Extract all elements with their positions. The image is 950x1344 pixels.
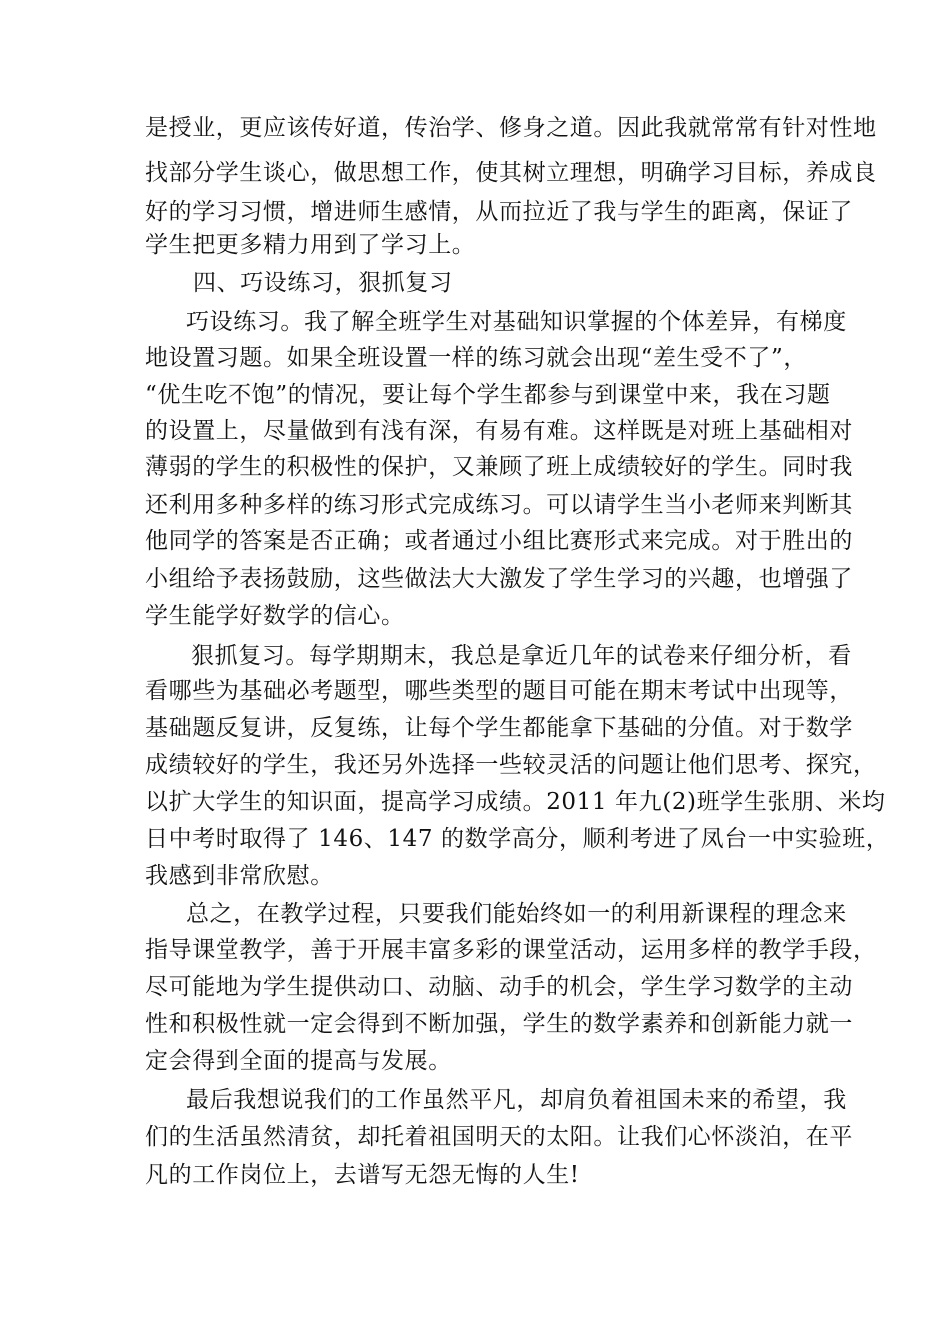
body-text-line: 学生把更多精力用到了学习上。	[145, 232, 476, 258]
body-text-line: 尽可能地为学生提供动口、动脑、动手的机会，学生学习数学的主动	[145, 974, 853, 1000]
body-text-line: 他同学的答案是否正确；或者通过小组比赛形式来完成。对于胜出的	[145, 528, 853, 554]
body-text-line: 的设置上，尽量做到有浅有深，有易有难。这样既是对班上基础相对	[145, 418, 853, 444]
body-text-line: 是授业，更应该传好道，传治学、修身之道。因此我就常常有针对性地	[145, 115, 877, 141]
body-text-line: “优生吃不饱”的情况，要让每个学生都参与到课堂中来，我在习题	[145, 382, 831, 408]
body-text-line: 以扩大学生的知识面，提高学习成绩。2011 年九(2)班学生张朋、米均	[145, 789, 886, 815]
body-text-line: 定会得到全面的提高与发展。	[145, 1048, 452, 1074]
body-text-line: 薄弱的学生的积极性的保护，又兼顾了班上成绩较好的学生。同时我	[145, 454, 853, 480]
body-text-line: 性和积极性就一定会得到不断加强，学生的数学素养和创新能力就一	[145, 1011, 853, 1037]
body-text-line: 指导课堂教学，善于开展丰富多彩的课堂活动，运用多样的教学手段，	[145, 937, 877, 963]
body-text-line: 我感到非常欣慰。	[145, 863, 334, 889]
body-text-line: 凡的工作岗位上，去谱写无怨无悔的人生!	[145, 1162, 580, 1188]
body-text-line: 看哪些为基础必考题型，哪些类型的题目可能在期末考试中出现等，	[145, 678, 853, 704]
body-text-line: 成绩较好的学生，我还另外选择一些较灵活的问题让他们思考、探究，	[145, 752, 877, 778]
section-heading: 四、巧设练习，狠抓复习	[193, 270, 453, 296]
body-text-line: 最后我想说我们的工作虽然平凡，却肩负着祖国未来的希望，我	[186, 1087, 847, 1113]
body-text-line: 学生能学好数学的信心。	[145, 603, 405, 629]
body-text-line: 日中考时取得了 146、147 的数学高分，顺利考进了凤台一中实验班，	[145, 826, 890, 852]
body-text-line: 狠抓复习。每学期期末，我总是拿近几年的试卷来仔细分析，看	[191, 643, 852, 669]
body-text-line: 巧设练习。我了解全班学生对基础知识掌握的个体差异，有梯度	[186, 309, 847, 335]
body-text-line: 找部分学生谈心，做思想工作，使其树立理想，明确学习目标，养成良	[145, 160, 877, 186]
body-text-line: 小组给予表扬鼓励，这些做法大大激发了学生学习的兴趣，也增强了	[145, 566, 853, 592]
body-text-line: 总之，在教学过程，只要我们能始终如一的利用新课程的理念来	[186, 901, 847, 927]
body-text-line: 好的学习习惯，增进师生感情，从而拉近了我与学生的距离，保证了	[145, 199, 853, 225]
body-text-line: 还利用多种多样的练习形式完成练习。可以请学生当小老师来判断其	[145, 492, 853, 518]
body-text-line: 基础题反复讲，反复练，让每个学生都能拿下基础的分值。对于数学	[145, 715, 853, 741]
body-text-line: 们的生活虽然清贫，却托着祖国明天的太阳。让我们心怀淡泊，在平	[145, 1124, 853, 1150]
body-text-line: 地设置习题。如果全班设置一样的练习就会出现“差生受不了”，	[145, 345, 807, 371]
